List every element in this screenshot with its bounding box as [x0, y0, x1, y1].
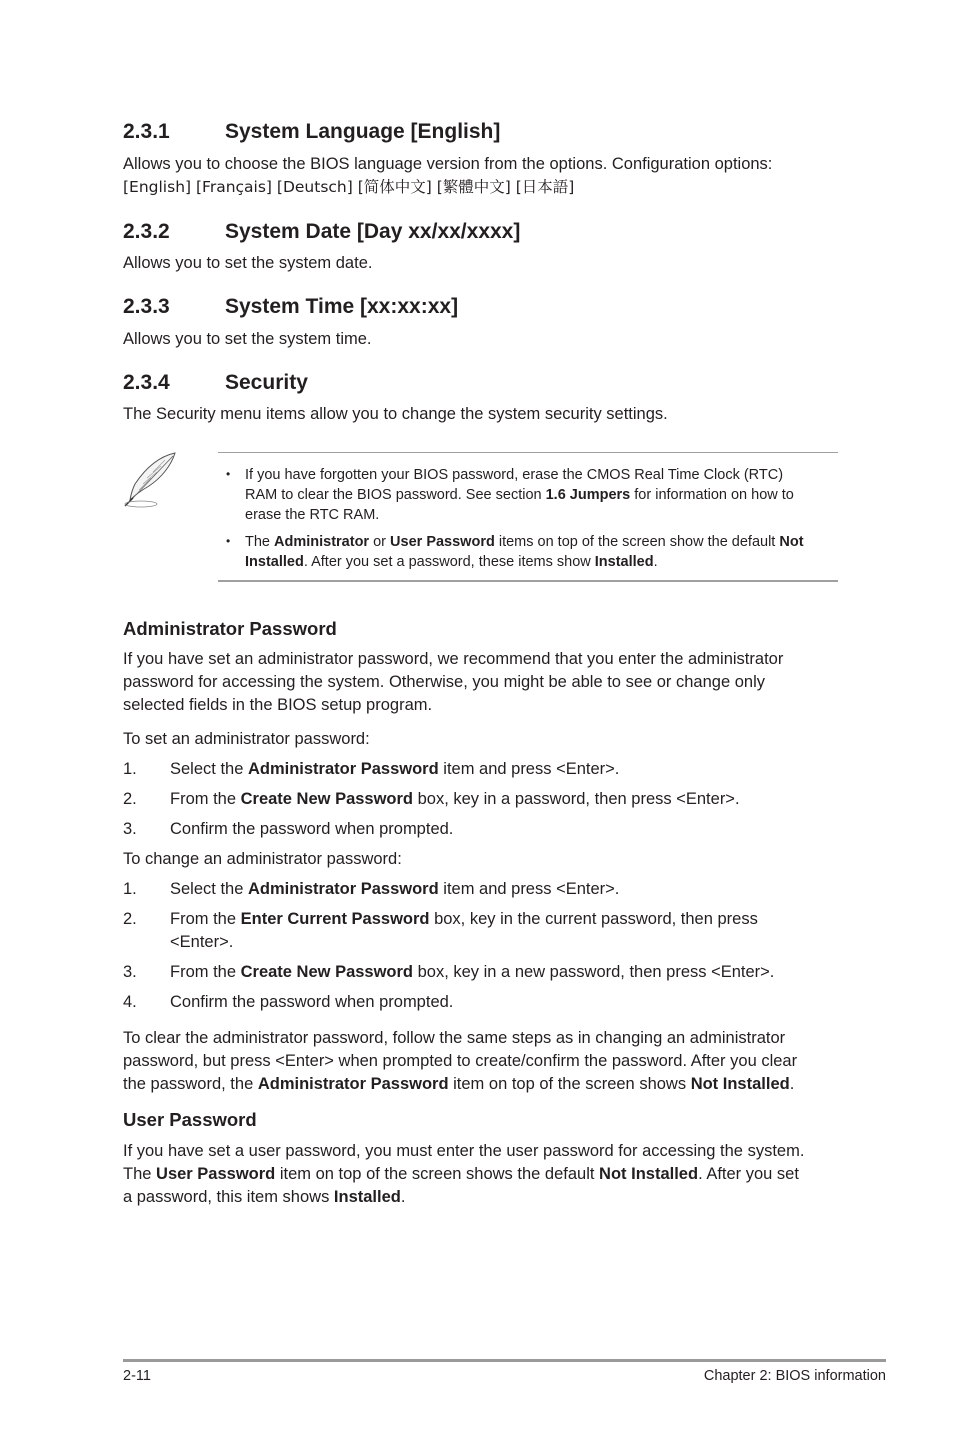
body-line: password for accessing the system. Otherwise, you might be able to see or change only [123, 673, 765, 691]
note-bullet: • [226, 467, 231, 481]
body-line: If you have set a user password, you must enter the user password for accessing the system. [123, 1142, 805, 1160]
term: Not Installed [599, 1165, 699, 1183]
body-line: password, but press <Enter> when prompted to create/confirm the password. After you clear [123, 1052, 798, 1070]
section-body: Allows you to set the system time. [123, 330, 372, 348]
term: Enter Current Password [240, 910, 430, 928]
section-heading-2-3-2 [123, 220, 520, 244]
feather-pen-icon [121, 450, 181, 510]
note-top-rule [218, 452, 838, 453]
step-number: 2. [123, 790, 137, 808]
text: for information on how to [630, 487, 794, 503]
text: From the [170, 790, 241, 808]
section-title: System Language [English] [225, 120, 501, 143]
page-number: 2-11 [123, 1368, 151, 1384]
text: item and press <Enter>. [438, 880, 620, 898]
step-number: 1. [123, 880, 137, 898]
term: Create New Password [240, 790, 414, 808]
section-title: Security [225, 371, 308, 394]
section-number: 2.3.3 [123, 295, 170, 318]
text: Select the [170, 880, 248, 898]
text: a password, this item shows [123, 1188, 334, 1206]
text: RAM to clear the BIOS password. See section [245, 487, 546, 503]
text: or [369, 534, 391, 550]
section-body: Allows you to set the system date. [123, 254, 373, 272]
body-line [123, 1163, 843, 1186]
section-body: The Security menu items allow you to change the system security settings. [123, 405, 668, 423]
user-password-paragraph [123, 1140, 843, 1209]
body-line: To clear the administrator password, follow the same steps as in changing an administrator [123, 1029, 786, 1047]
body-line: If you have set an administrator password, we recommend that you enter the administrator [123, 650, 784, 668]
text: The [123, 1165, 157, 1183]
text: box, key in a password, then press <Enter>. [413, 790, 740, 808]
step-text [170, 758, 850, 781]
step-number: 3. [123, 963, 137, 981]
term: Administrator Password [257, 1075, 449, 1093]
note-item-1 [245, 465, 840, 525]
step-number: 3. [123, 820, 137, 838]
section-heading-2-3-1 [123, 120, 500, 144]
section-title: System Time [xx:xx:xx] [225, 295, 459, 318]
body-line: selected fields in the BIOS setup program. [123, 696, 433, 714]
term: Not Installed [690, 1075, 790, 1093]
term: Administrator [274, 534, 370, 550]
note-line [245, 552, 840, 572]
body-line [123, 1186, 843, 1209]
text: . [400, 1188, 406, 1206]
set-password-title: To set an administrator password: [123, 730, 370, 748]
note-bullet: • [226, 534, 231, 548]
footer-rule [123, 1359, 886, 1362]
note-line: If you have forgotten your BIOS password, erase the CMOS Real Time Clock (RTC) [245, 467, 784, 483]
admin-password-heading: Administrator Password [123, 618, 337, 639]
term: User Password [156, 1165, 276, 1183]
text: . [653, 554, 658, 570]
admin-intro [123, 648, 843, 717]
text: <Enter>. [170, 933, 234, 951]
text: . [789, 1075, 795, 1093]
text: the password, the [123, 1075, 258, 1093]
text: item on top of the screen shows the default [275, 1165, 600, 1183]
step-text: Confirm the password when prompted. [170, 820, 454, 838]
term: User Password [390, 534, 495, 550]
step-number: 2. [123, 910, 137, 928]
change-password-title: To change an administrator password: [123, 850, 402, 868]
text: The [245, 534, 275, 550]
term: Installed [245, 554, 304, 570]
step-text: Confirm the password when prompted. [170, 993, 454, 1011]
term: Not [779, 534, 804, 550]
note-line [245, 485, 840, 505]
term: Installed [594, 554, 654, 570]
term: Administrator Password [247, 760, 439, 778]
step-number: 4. [123, 993, 137, 1011]
chapter-title: Chapter 2: BIOS information [703, 1368, 886, 1384]
clear-password-paragraph [123, 1027, 843, 1096]
step-text [170, 961, 850, 984]
note-item-2 [245, 532, 840, 572]
section-number: 2.3.1 [123, 120, 170, 143]
text: item on top of the screen shows [448, 1075, 691, 1093]
section-body [123, 153, 843, 199]
text: . After you set a password, these items show [303, 554, 595, 570]
section-number: 2.3.2 [123, 220, 170, 243]
language-options: [English] [Français] [Deutsch] [简体中文] [繁體中文] [日本語] [123, 178, 575, 196]
note-bottom-rule [218, 580, 838, 582]
text: From the [170, 910, 241, 928]
section-title: System Date [Day xx/xx/xxxx] [225, 220, 521, 243]
term: Installed [333, 1188, 401, 1206]
text: items on top of the screen show the default [494, 534, 780, 550]
user-password-heading: User Password [123, 1109, 257, 1130]
step-text [170, 788, 850, 811]
step-number: 1. [123, 760, 137, 778]
section-heading-2-3-4 [123, 371, 308, 395]
text: Select the [170, 760, 248, 778]
step-text [170, 878, 850, 901]
text: box, key in the current password, then press [429, 910, 758, 928]
term: Create New Password [240, 963, 414, 981]
section-number: 2.3.4 [123, 371, 170, 394]
section-reference: 1.6 Jumpers [545, 487, 631, 503]
note-line [245, 532, 840, 552]
body-line [123, 1073, 843, 1096]
text: box, key in a new password, then press <Enter>. [413, 963, 775, 981]
text: From the [170, 963, 241, 981]
body-line: Allows you to choose the BIOS language version from the options. Configuration options: [123, 155, 773, 173]
term: Administrator Password [247, 880, 439, 898]
text: . After you set [698, 1165, 799, 1183]
text: item and press <Enter>. [438, 760, 620, 778]
step-text [170, 908, 850, 954]
section-heading-2-3-3 [123, 295, 458, 319]
note-line: erase the RTC RAM. [245, 507, 380, 523]
